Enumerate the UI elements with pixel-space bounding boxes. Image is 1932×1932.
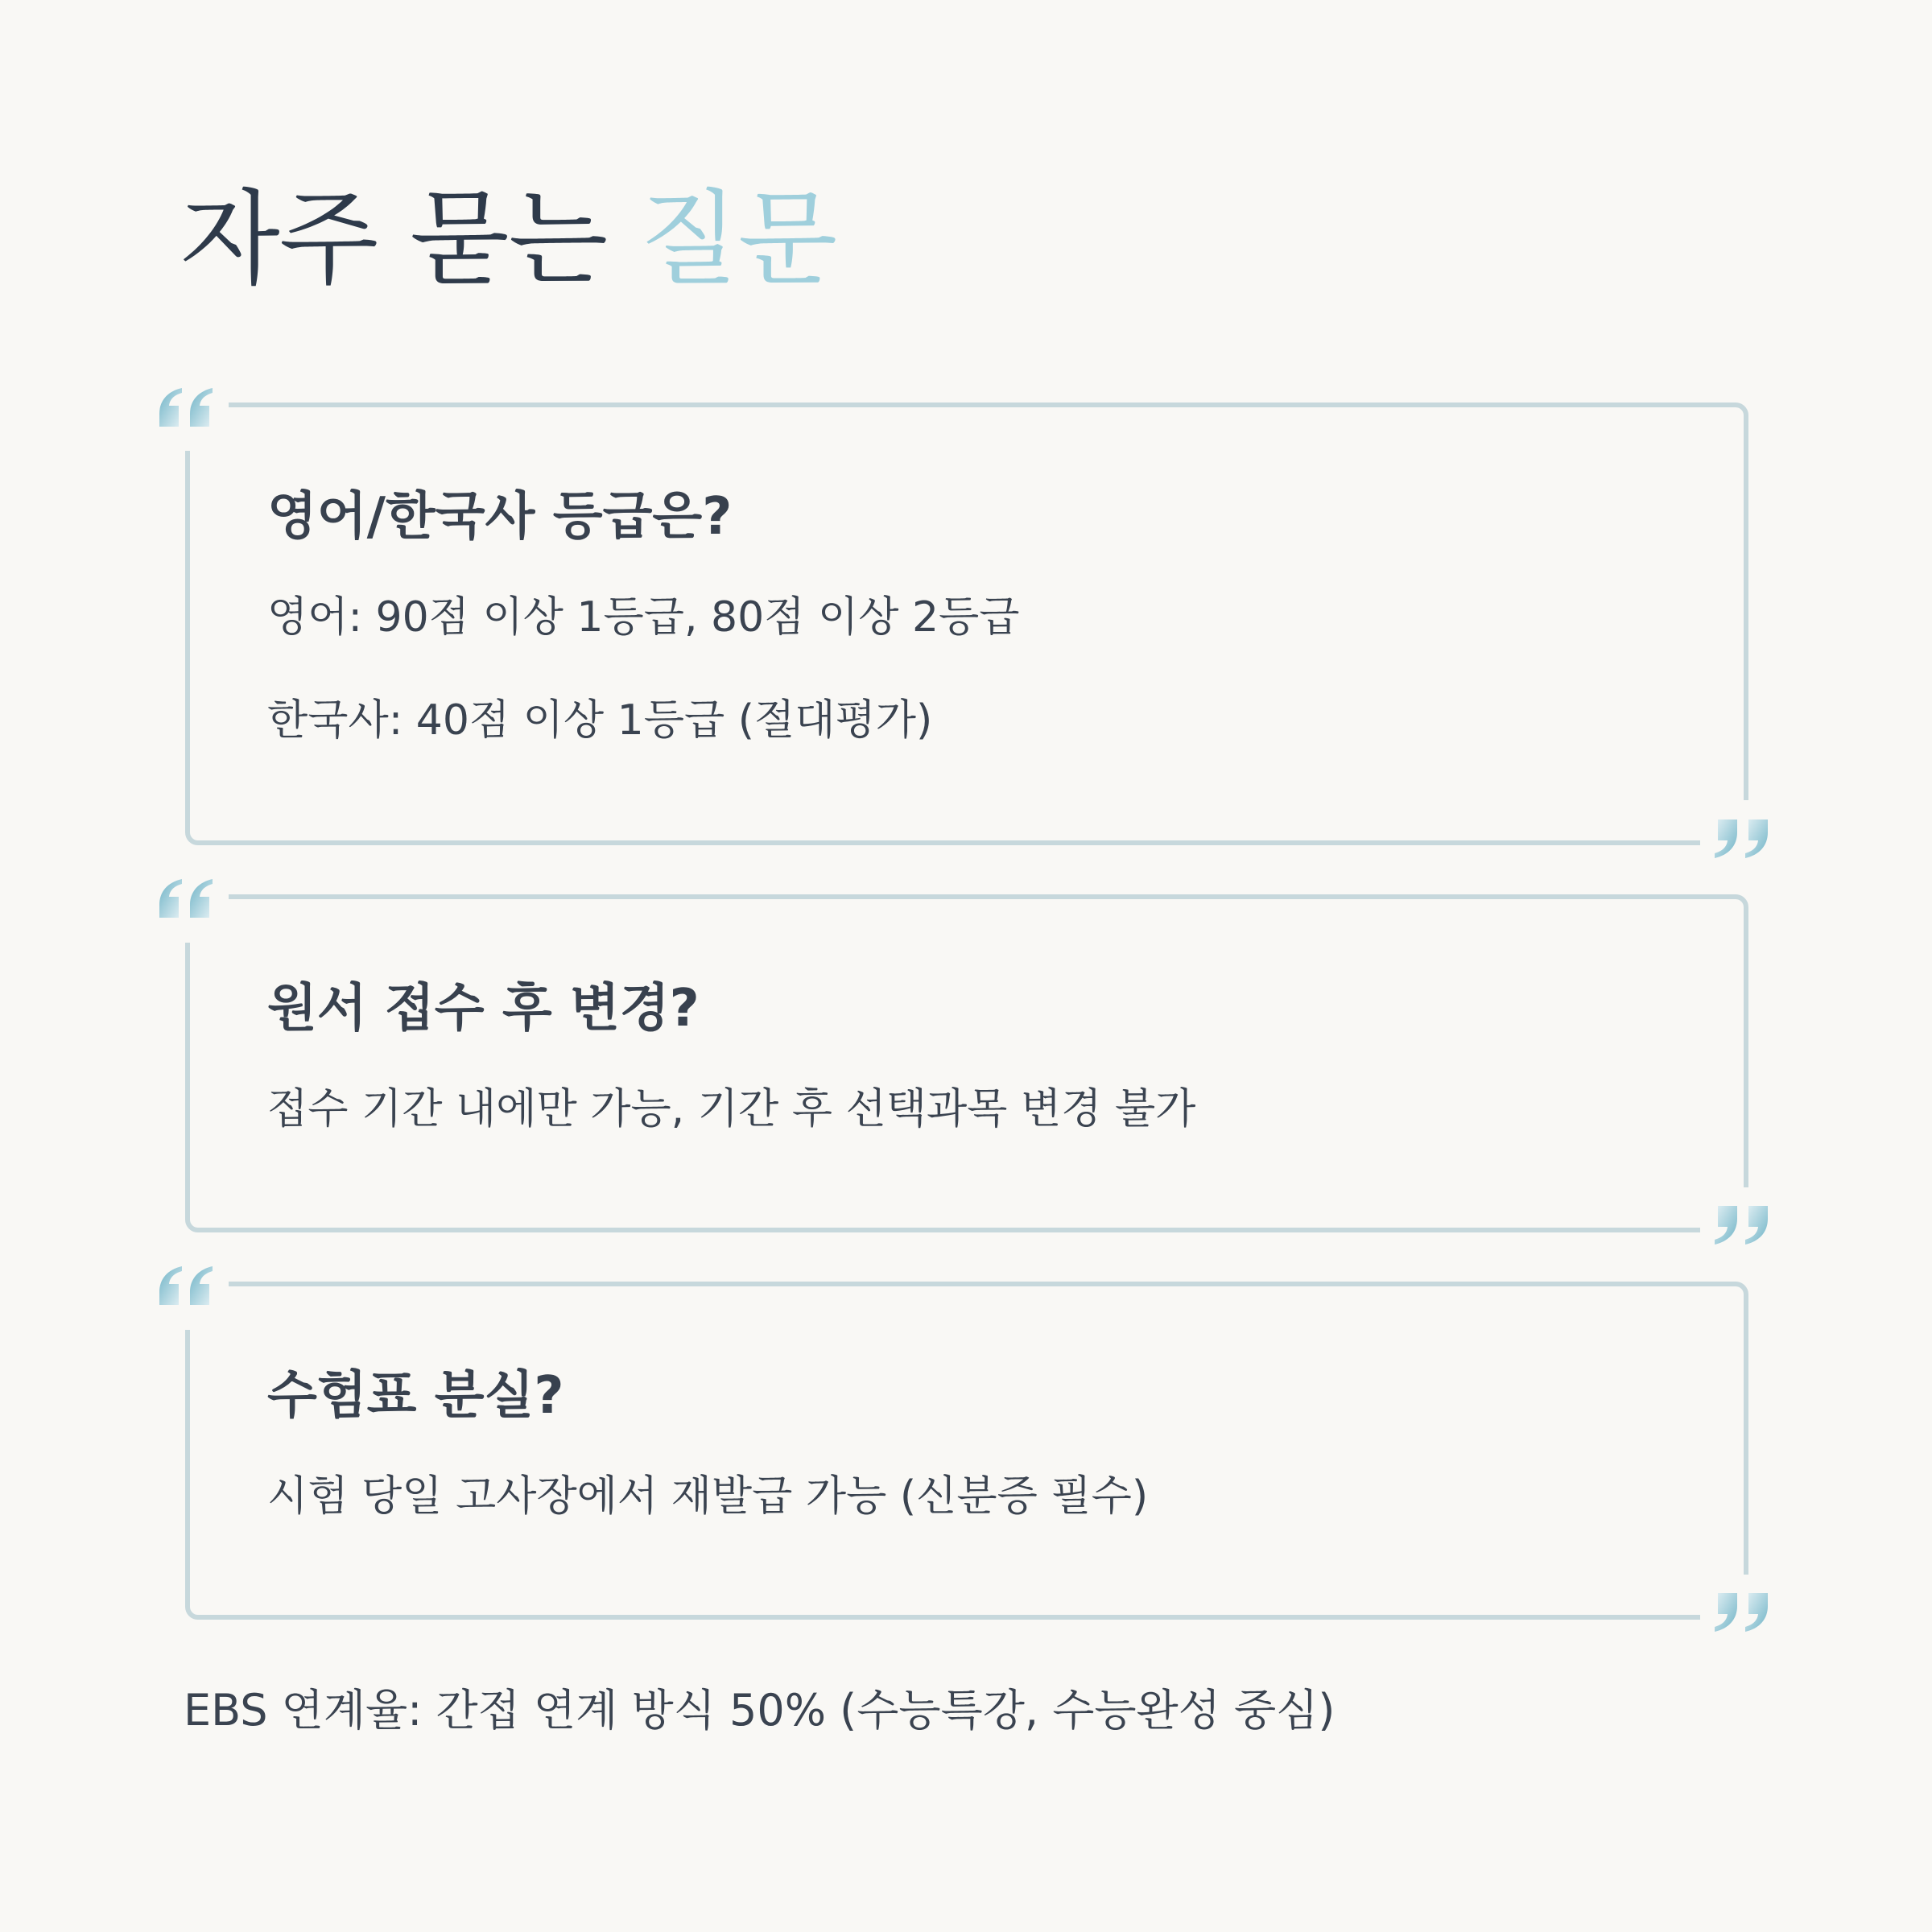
open-quote-icon (158, 386, 213, 427)
close-quote-icon (1715, 819, 1769, 860)
page-title-main: 자주 묻는 (180, 180, 608, 299)
faq-answer: 접수 기간 내에만 가능, 기간 후 선택과목 변경 불가 (267, 1085, 1196, 1133)
faq-question: 원서 접수 후 변경? (267, 979, 700, 1038)
open-quote-icon (158, 1265, 213, 1305)
footer-note: EBS 연계율: 간접 연계 방식 50% (수능특강, 수능완성 중심) (184, 1685, 1335, 1736)
open-quote-icon (158, 877, 213, 918)
faq-answer: 한국사: 40점 이상 1등급 (절대평가) (267, 696, 933, 745)
page-title-accent: 질문 (638, 180, 837, 299)
faq-answer: 시험 당일 고사장에서 재발급 가능 (신분증 필수) (267, 1472, 1149, 1521)
close-quote-icon (1715, 1206, 1769, 1246)
close-quote-icon (1715, 1593, 1769, 1633)
faq-card (185, 402, 1748, 845)
faq-card (185, 894, 1748, 1232)
faq-question: 영어/한국사 등급은? (267, 487, 733, 547)
faq-question: 수험표 분실? (267, 1366, 564, 1426)
page-title (180, 175, 836, 304)
faq-answer: 영어: 90점 이상 1등급, 80점 이상 2등급 (267, 593, 1020, 642)
faq-card (185, 1282, 1748, 1620)
